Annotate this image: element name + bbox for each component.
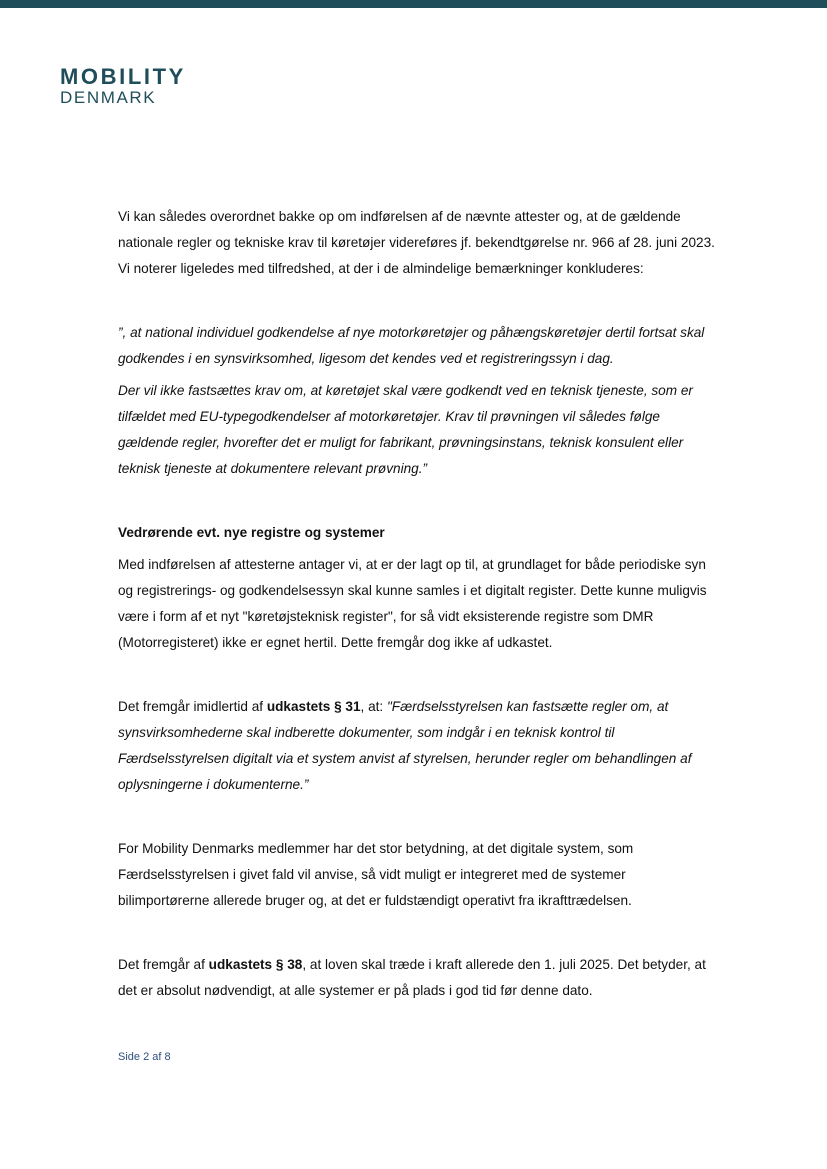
top-accent-bar <box>0 0 827 8</box>
quote-paragraph-2: Der vil ikke fastsættes krav om, at køretøjet skal være godkendt ved en teknisk tjeneste, som er tilfældet med EU-typegodkendelser af motorkøretøjer. Krav til prøvningen vil således følge gældende regler, hvorefter det er muligt for fabrikant, prøvningsinstans, teknisk konsulent eller teknisk tjeneste at dokumentere relevant prøvning.” <box>118 383 693 476</box>
section-31-quote: "Færdselsstyrelsen kan fastsætte regler om, at synsvirksomhederne skal indberette dokumenter, som indgår i en teknisk kontrol til Færdselsstyrelsen digitalt via et system anvist af styrelsen, herunder regler om behandlingen af oplysningerne i dokumenterne.” <box>118 699 692 792</box>
intro-paragraph: Vi kan således overordnet bakke op om indførelsen af de nævnte attester og, at de gældende nationale regler og tekniske krav til køretøjer videreføres jf. bekendtgørelse nr. 966 af 28. juni 2023. Vi noterer ligeledes med tilfredshed, at der i de almindelige bemærkninger konkluderes: <box>118 209 715 276</box>
logo-line-2: DENMARK <box>60 88 157 107</box>
registers-paragraph: Med indførelsen af attesterne antager vi, at er der lagt op til, at grundlaget for både periodiske syn og registrerings- og godkendelsessyn skal kunne samles i et digitalt register. Dette kunne muligvis være i form af et nyt "køretøjsteknisk register", for så vidt eksisterende registre som DMR (Motorregisteret) ikke er egnet hertil. Dette fremgår dog ikke af udkastet. <box>118 557 707 650</box>
section-31-ref: udkastets § 31 <box>266 699 361 714</box>
document-body <box>118 204 718 1004</box>
quote-paragraph-1: ”, at national individuel godkendelse af nye motorkøretøjer og påhængskøretøjer dertil fortsat skal godkendes i en synsvirksomhed, ligesom det kendes ved et registreringssyn i dag. <box>118 325 705 366</box>
logo-line-1: MOBILITY <box>60 64 186 89</box>
page-number: Side 2 af 8 <box>118 1051 171 1063</box>
section-heading: Vedrørende evt. nye registre og systemer <box>118 525 385 540</box>
paragraph-section-38: Det fremgår af udkastets § 38, at loven skal træde i kraft allerede den 1. juli 2025. Det betyder, at det er absolut nødvendigt, at alle systemer er på plads i god tid før denne dato. <box>118 957 706 998</box>
paragraph-section-31: Det fremgår imidlertid af udkastets § 31, at: "Færdselsstyrelsen kan fastsætte regler om, at synsvirksomhederne skal indberette dokumenter, som indgår i en teknisk kontrol til Færdselsstyrelsen digitalt via et system anvist af styrelsen, herunder regler om behandlingen af oplysningerne i dokumenterne.” <box>118 699 692 792</box>
mobility-denmark-logo <box>60 66 186 107</box>
section-38-ref: udkastets § 38 <box>208 957 303 972</box>
members-paragraph: For Mobility Denmarks medlemmer har det stor betydning, at det digitale system, som Færdselsstyrelsen i givet fald vil anvise, så vidt muligt er integreret med de systemer bilimportørerne allerede bruger og, at det er fuldstændigt operativt fra ikrafttrædelsen. <box>118 841 634 908</box>
